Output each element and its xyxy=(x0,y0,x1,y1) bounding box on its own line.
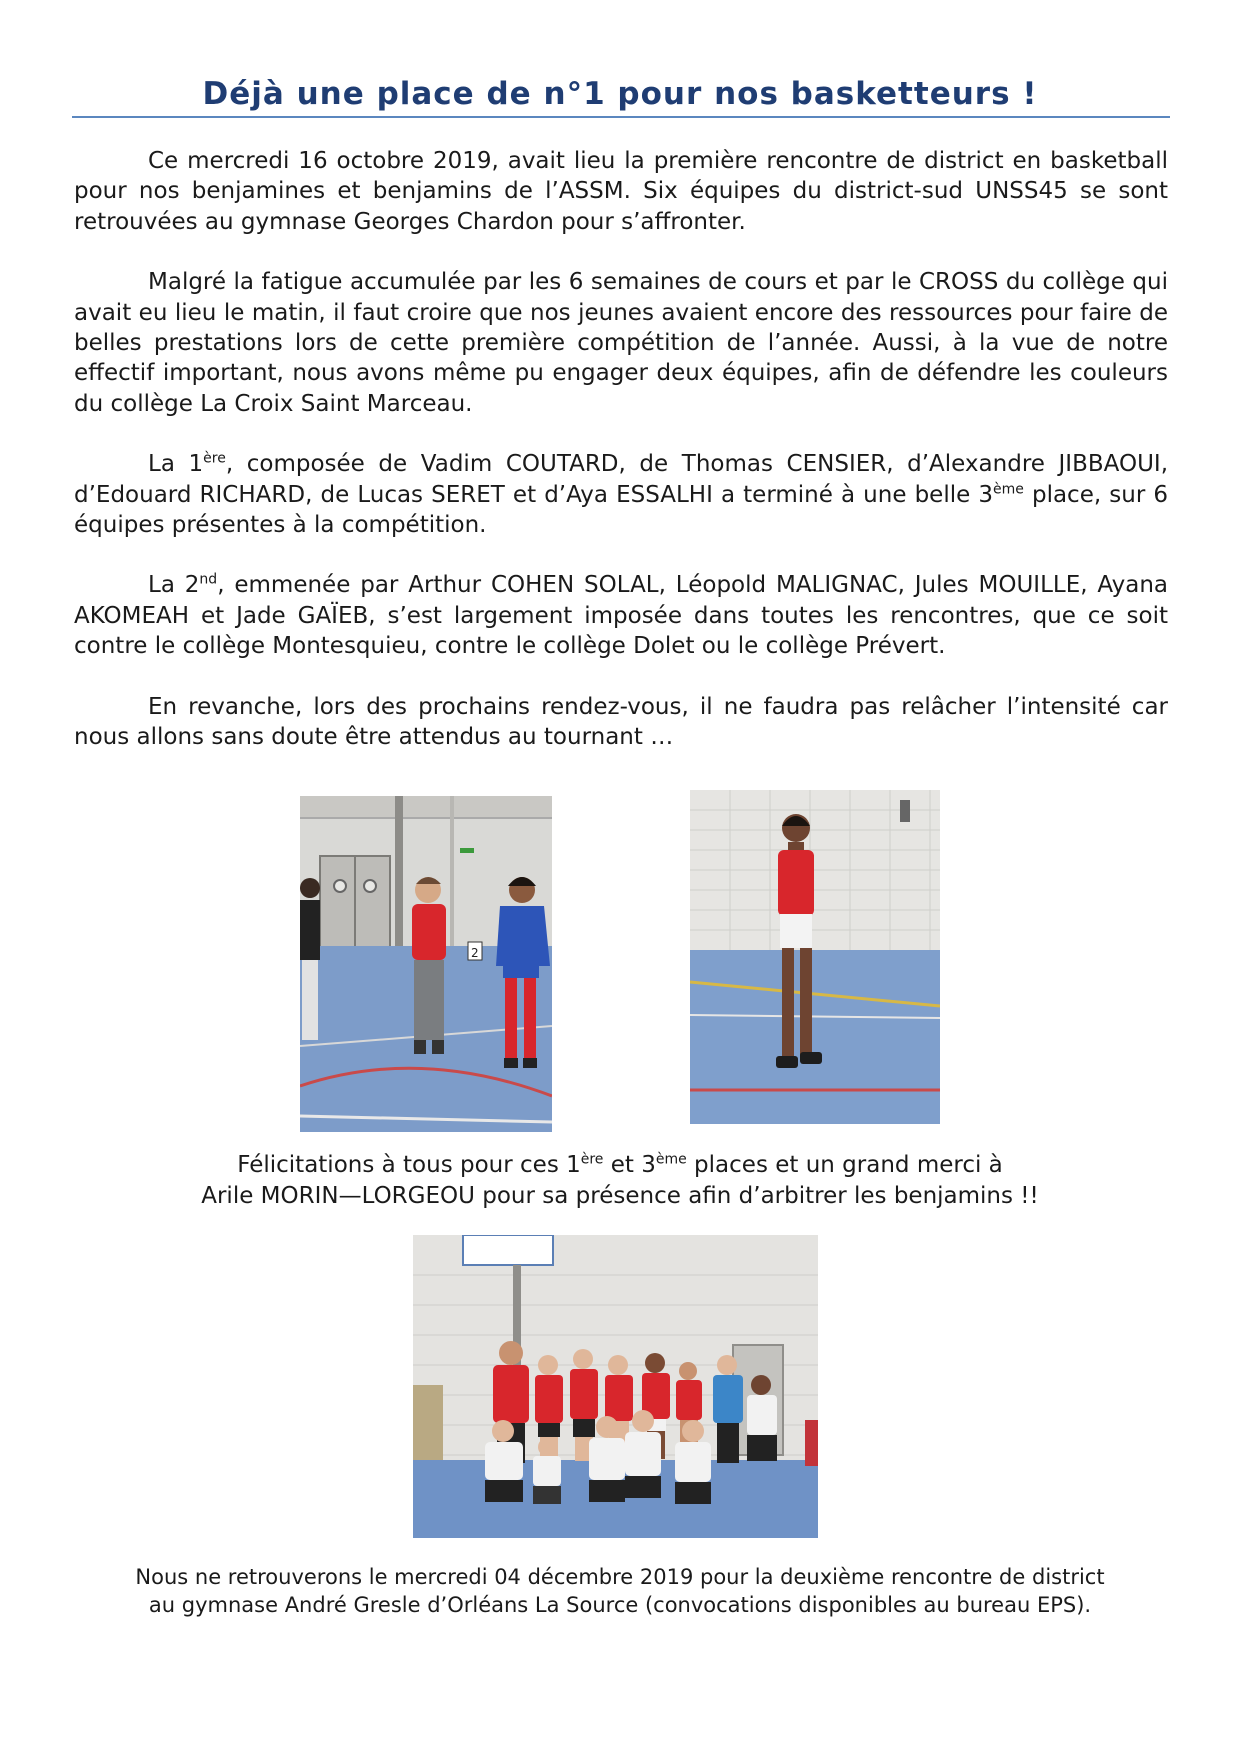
paragraph-fatigue: Malgré la fatigue accumulée par les 6 semaines de cours et par le CROSS du collège qui avait eu lieu le matin, il faut croire que nos jeunes avaient encore des ressources pour faire de belles prestations lors de cette première compétition de l’année. Aussi, à la vue de notre effectif important, nous avons même pu engager deux équipes, afin de défendre les couleurs du collège La Croix Saint Marceau. xyxy=(74,269,1168,417)
footer-line-2: au gymnase André Gresle d’Orléans La Source (convocations disponibles au bureau EPS). xyxy=(148,1593,1092,1617)
photo-players-walking xyxy=(300,796,552,1132)
paragraph-team-two: La 2nd, emmenée par Arthur COHEN SOLAL, Léopold MALIGNAC, Jules MOUILLE, Ayana AKOMEAH et Jade GAÏEB, s’est largement imposée dans toutes les rencontres, que ce soit contre le collège Montesquieu, contre le collège Dolet ou le collège Prévert. xyxy=(74,571,1168,660)
title-underline xyxy=(72,116,1170,118)
paragraph-intro: Ce mercredi 16 octobre 2019, avait lieu la première rencontre de district en basketball pour nos benjamines et benjamins de l’ASSM. Six équipes du district-sud UNSS45 se sont retrouvées au gymnase Georges Chardon pour s’affronter. xyxy=(74,148,1168,235)
footer-line-1: Nous ne retrouverons le mercredi 04 décembre 2019 pour la deuxième rencontre de district xyxy=(135,1565,1105,1589)
article-body xyxy=(74,146,1168,783)
photo-player-standing xyxy=(690,790,940,1124)
paragraph-team-one: La 1ère, composée de Vadim COUTARD, de Thomas CENSIER, d’Alexandre JIBBAOUI, d’Edouard RICHARD, de Lucas SERET et d’Aya ESSALHI a terminé à une belle 3ème place, sur 6 équipes présentes à la compétition. xyxy=(74,450,1169,539)
paragraph-next-games: En revanche, lors des prochains rendez-vous, il ne faudra pas relâcher l’intensité car nous allons sans doute être attendus au tournant … xyxy=(74,693,1168,751)
congratulations-line-1: Félicitations à tous pour ces 1ère et 3ème places et un grand merci à xyxy=(237,1151,1003,1178)
photo-team-group xyxy=(413,1235,818,1538)
congratulations-line-2: Arile MORIN—LORGEOU pour sa présence afin d’arbitrer les benjamins !! xyxy=(201,1183,1039,1209)
court-number-sign: 2 xyxy=(471,946,479,960)
article-title: Déjà une place de n°1 pour nos basketteurs ! xyxy=(202,76,1038,112)
